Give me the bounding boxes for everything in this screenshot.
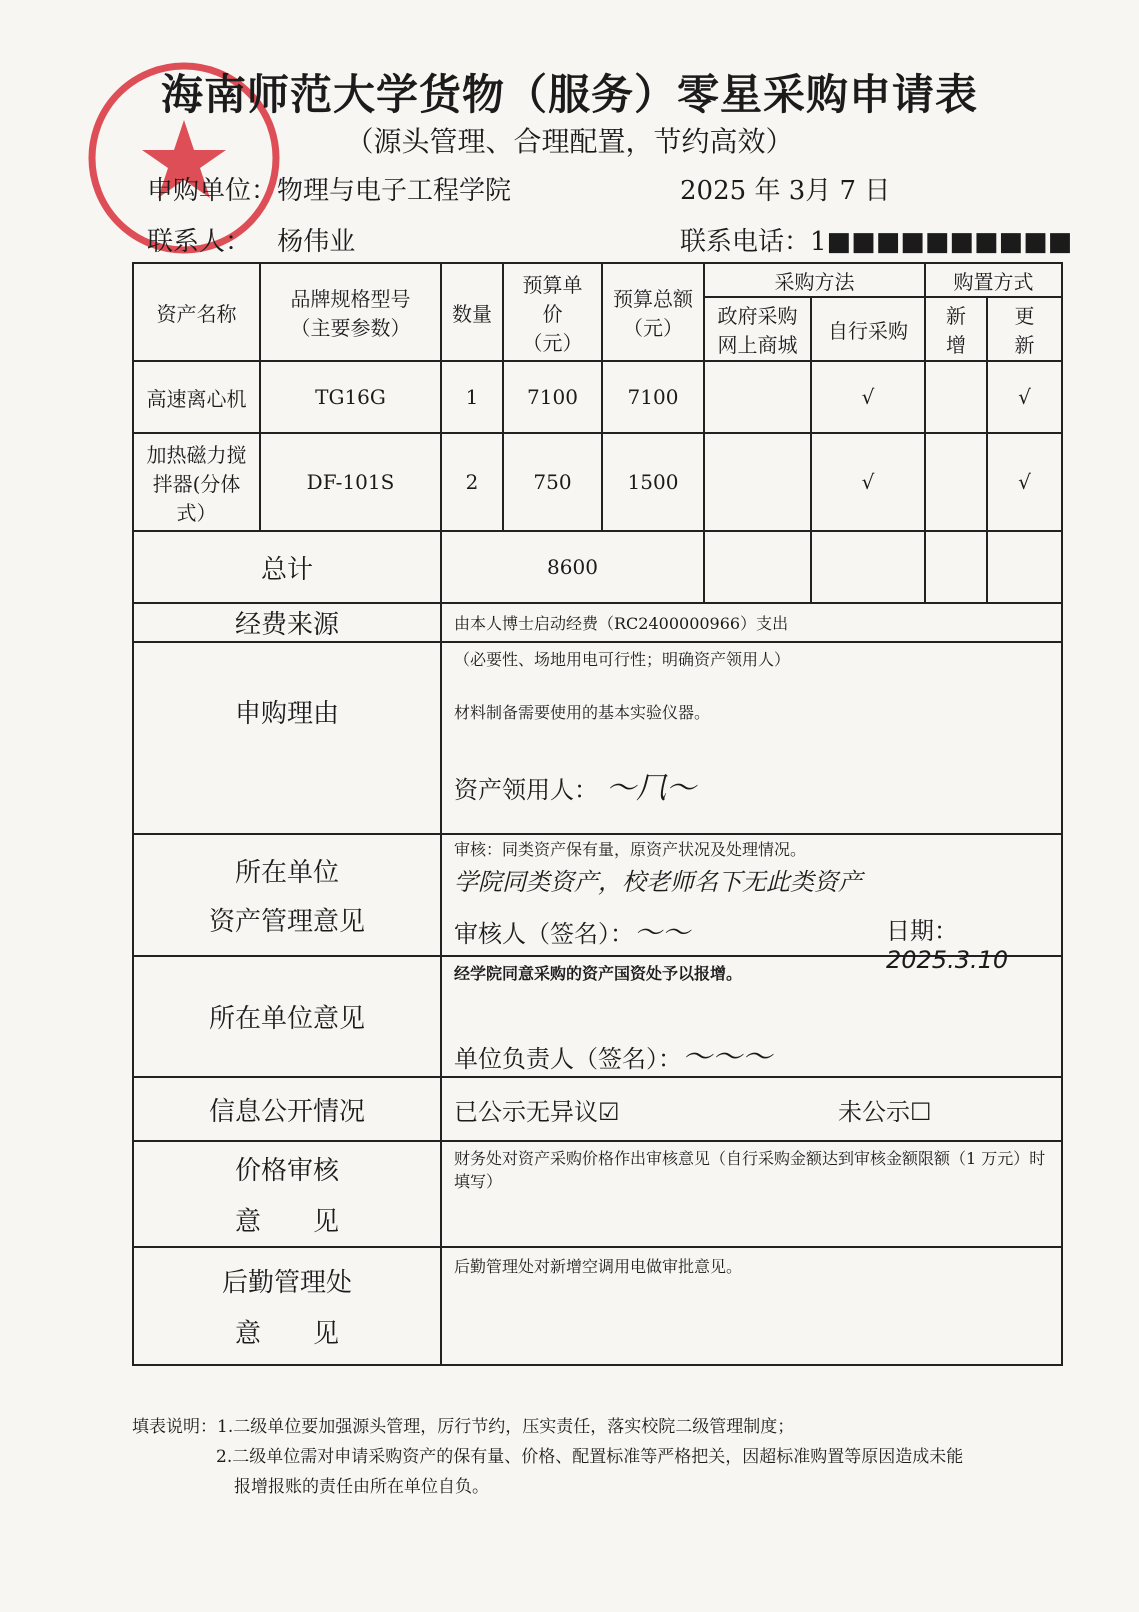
col-total-line1: 预算总额 xyxy=(613,287,693,311)
disclosure-content xyxy=(441,1077,1062,1141)
unit-head-line xyxy=(454,1032,1061,1076)
applicant-unit xyxy=(147,170,511,207)
total-self xyxy=(811,531,925,603)
col-gov-line2: 网上商城 xyxy=(717,333,798,357)
logistics-row xyxy=(133,1247,1062,1365)
col-brand-spec-line2: （主要参数） xyxy=(290,316,411,340)
total-label: 总计 xyxy=(133,531,441,603)
col-gov-line1: 政府采购 xyxy=(717,304,798,328)
reason-hint: （必要性、场地用电可行性；明确资产领用人） xyxy=(454,650,791,669)
table-row xyxy=(133,361,1062,433)
phone-value: 1■■■■■■■■■■ xyxy=(810,227,1073,257)
price-review-text: 财务处对资产采购价格作出审核意见（自行采购金额达到审核金额限额（1 万元）时填写） xyxy=(441,1141,1062,1247)
col-update-line1: 更 xyxy=(1014,304,1035,328)
total-value: 8600 xyxy=(441,531,704,603)
unit-value: 物理与电子工程学院 xyxy=(277,176,512,206)
asset-mgmt-handwritten: 学院同类资产，校老师名下无此类资产 xyxy=(454,868,862,896)
total-gov xyxy=(704,531,811,603)
reason-text: 材料制备需要使用的基本实验仪器。 xyxy=(454,703,711,722)
funding-label xyxy=(133,603,441,642)
asset-mgmt-date-value: 2025.3.10 xyxy=(886,946,1009,974)
funding-label-text: 经费来源 xyxy=(234,610,339,640)
reason-label: 申购理由 xyxy=(133,642,441,834)
total-new xyxy=(925,531,987,603)
col-update-line2: 新 xyxy=(1014,333,1035,357)
asset-mgmt-hint: 审核：同类资产保有量，原资产状况及处理情况。 xyxy=(454,840,807,859)
disclosure-option-unpublished: 未公示☐ xyxy=(838,1097,932,1126)
asset-mgmt-label xyxy=(133,834,441,956)
unit-opinion-label: 所在单位意见 xyxy=(133,956,441,1077)
cell-update: √ xyxy=(987,361,1062,433)
col-unit-price-line2: 价 xyxy=(542,301,563,326)
form-title: 海南师范大学货物（服务）零星采购申请表 xyxy=(160,70,978,119)
table-header-row xyxy=(133,263,1062,297)
unit-opinion-content xyxy=(441,956,1062,1077)
logistics-label-line2: 意 见 xyxy=(234,1319,339,1349)
asset-mgmt-date xyxy=(886,911,1061,974)
phone-label: 联系电话： xyxy=(680,227,811,257)
col-unit-price-line3: （元） xyxy=(522,330,583,355)
cell-gov xyxy=(704,361,811,433)
disclosure-row xyxy=(133,1077,1062,1141)
cell-unit-price: 750 xyxy=(503,433,602,531)
col-purchase-type: 购置方式 xyxy=(925,263,1062,297)
logistics-text: 后勤管理处对新增空调用电做审批意见。 xyxy=(441,1247,1062,1365)
cell-update: √ xyxy=(987,433,1062,531)
contact-value: 杨伟业 xyxy=(277,227,356,257)
recipient-signature: 〜⺇〜 xyxy=(606,771,696,806)
price-review-label-line2: 意 见 xyxy=(234,1207,339,1237)
note-line2: 2.二级单位需对申请采购资产的保有量、价格、配置标准等严格把关，因超标准购置等原因造成未能 xyxy=(216,1447,964,1467)
date-month: 3 xyxy=(788,176,806,206)
date-year-unit: 年 xyxy=(754,176,781,206)
asset-mgmt-row xyxy=(133,834,1062,956)
reason-content xyxy=(441,642,1062,834)
col-asset-name: 资产名称 xyxy=(133,263,260,361)
col-update xyxy=(987,297,1062,361)
contact-person xyxy=(147,221,355,258)
col-quantity: 数量 xyxy=(441,263,503,361)
col-procurement-method: 采购方法 xyxy=(704,263,925,297)
unit-head-label: 单位负责人（签名）： xyxy=(454,1045,682,1073)
fill-instructions xyxy=(132,1412,963,1502)
col-new-line2: 增 xyxy=(946,333,966,357)
contact-phone xyxy=(680,221,1072,258)
price-review-label-line1: 价格审核 xyxy=(234,1156,339,1186)
unit-opinion-text: 经学院同意采购的资产国资处予以报增。 xyxy=(454,964,743,983)
date-month-unit: 月 xyxy=(805,176,832,206)
note-line3: 报增报账的责任由所在单位自负。 xyxy=(234,1477,489,1497)
cell-total: 1500 xyxy=(602,433,704,531)
cell-name xyxy=(133,433,260,531)
date-year: 2025 xyxy=(680,176,747,206)
col-new-line1: 新 xyxy=(946,304,966,328)
cell-new xyxy=(925,433,987,531)
reviewer-signature: 〜〜 xyxy=(634,916,691,949)
col-brand-spec xyxy=(260,263,441,361)
cell-name-line3: 式） xyxy=(176,500,217,525)
logistics-label-line1: 后勤管理处 xyxy=(221,1268,352,1298)
funding-value: 由本人博士启动经费（RC2400000966）支出 xyxy=(441,603,1062,642)
cell-name-line1: 加热磁力搅 xyxy=(146,442,247,467)
cell-gov xyxy=(704,433,811,531)
date-day-unit: 日 xyxy=(864,176,891,206)
unit-label: 申购单位： xyxy=(147,176,278,206)
disclosure-label: 信息公开情况 xyxy=(133,1077,441,1141)
asset-mgmt-label-line2: 资产管理意见 xyxy=(208,907,365,937)
funding-row xyxy=(133,603,1062,642)
cell-self: √ xyxy=(811,361,925,433)
unit-opinion-row xyxy=(133,956,1062,1077)
note-line1: 填表说明：1.二级单位要加强源头管理，厉行节约，压实责任，落实校院二级管理制度； xyxy=(132,1417,795,1437)
date-day: 7 xyxy=(839,176,857,206)
col-self-purchase: 自行采购 xyxy=(811,297,925,361)
contact-label: 联系人： xyxy=(147,227,252,257)
asset-mgmt-label-line1: 所在单位 xyxy=(234,858,339,888)
col-total xyxy=(602,263,704,361)
disclosure-option-published: 已公示无异议☑ xyxy=(454,1097,620,1126)
cell-name-line2: 拌器(分体 xyxy=(152,471,241,496)
col-brand-spec-line1: 品牌规格型号 xyxy=(290,287,411,311)
col-total-line2: （元） xyxy=(623,316,683,340)
cell-spec: DF-101S xyxy=(260,433,441,531)
asset-mgmt-date-label: 日期： xyxy=(886,917,958,945)
form-subtitle: （源头管理、合理配置，节约高效） xyxy=(345,125,794,158)
cell-new xyxy=(925,361,987,433)
table-row xyxy=(133,433,1062,531)
col-new xyxy=(925,297,987,361)
cell-name: 高速离心机 xyxy=(133,361,260,433)
price-review-row xyxy=(133,1141,1062,1247)
recipient-label: 资产领用人： xyxy=(454,776,598,804)
cell-self: √ xyxy=(811,433,925,531)
reviewer-label: 审核人（签名）： xyxy=(454,920,634,948)
col-unit-price xyxy=(503,263,602,361)
total-update xyxy=(987,531,1062,603)
total-row xyxy=(133,531,1062,603)
reason-row xyxy=(133,642,1062,834)
cell-qty: 1 xyxy=(441,361,503,433)
col-gov-mall xyxy=(704,297,811,361)
recipient-line xyxy=(454,763,1061,807)
unit-head-signature: 〜〜〜 xyxy=(682,1040,772,1075)
cell-unit-price: 7100 xyxy=(503,361,602,433)
application-date xyxy=(680,170,890,207)
logistics-label xyxy=(133,1247,441,1365)
procurement-table xyxy=(132,262,1063,1366)
cell-total: 7100 xyxy=(602,361,704,433)
cell-spec: TG16G xyxy=(260,361,441,433)
cell-qty: 2 xyxy=(441,433,503,531)
col-unit-price-line1: 预算单 xyxy=(522,272,583,297)
price-review-label xyxy=(133,1141,441,1247)
